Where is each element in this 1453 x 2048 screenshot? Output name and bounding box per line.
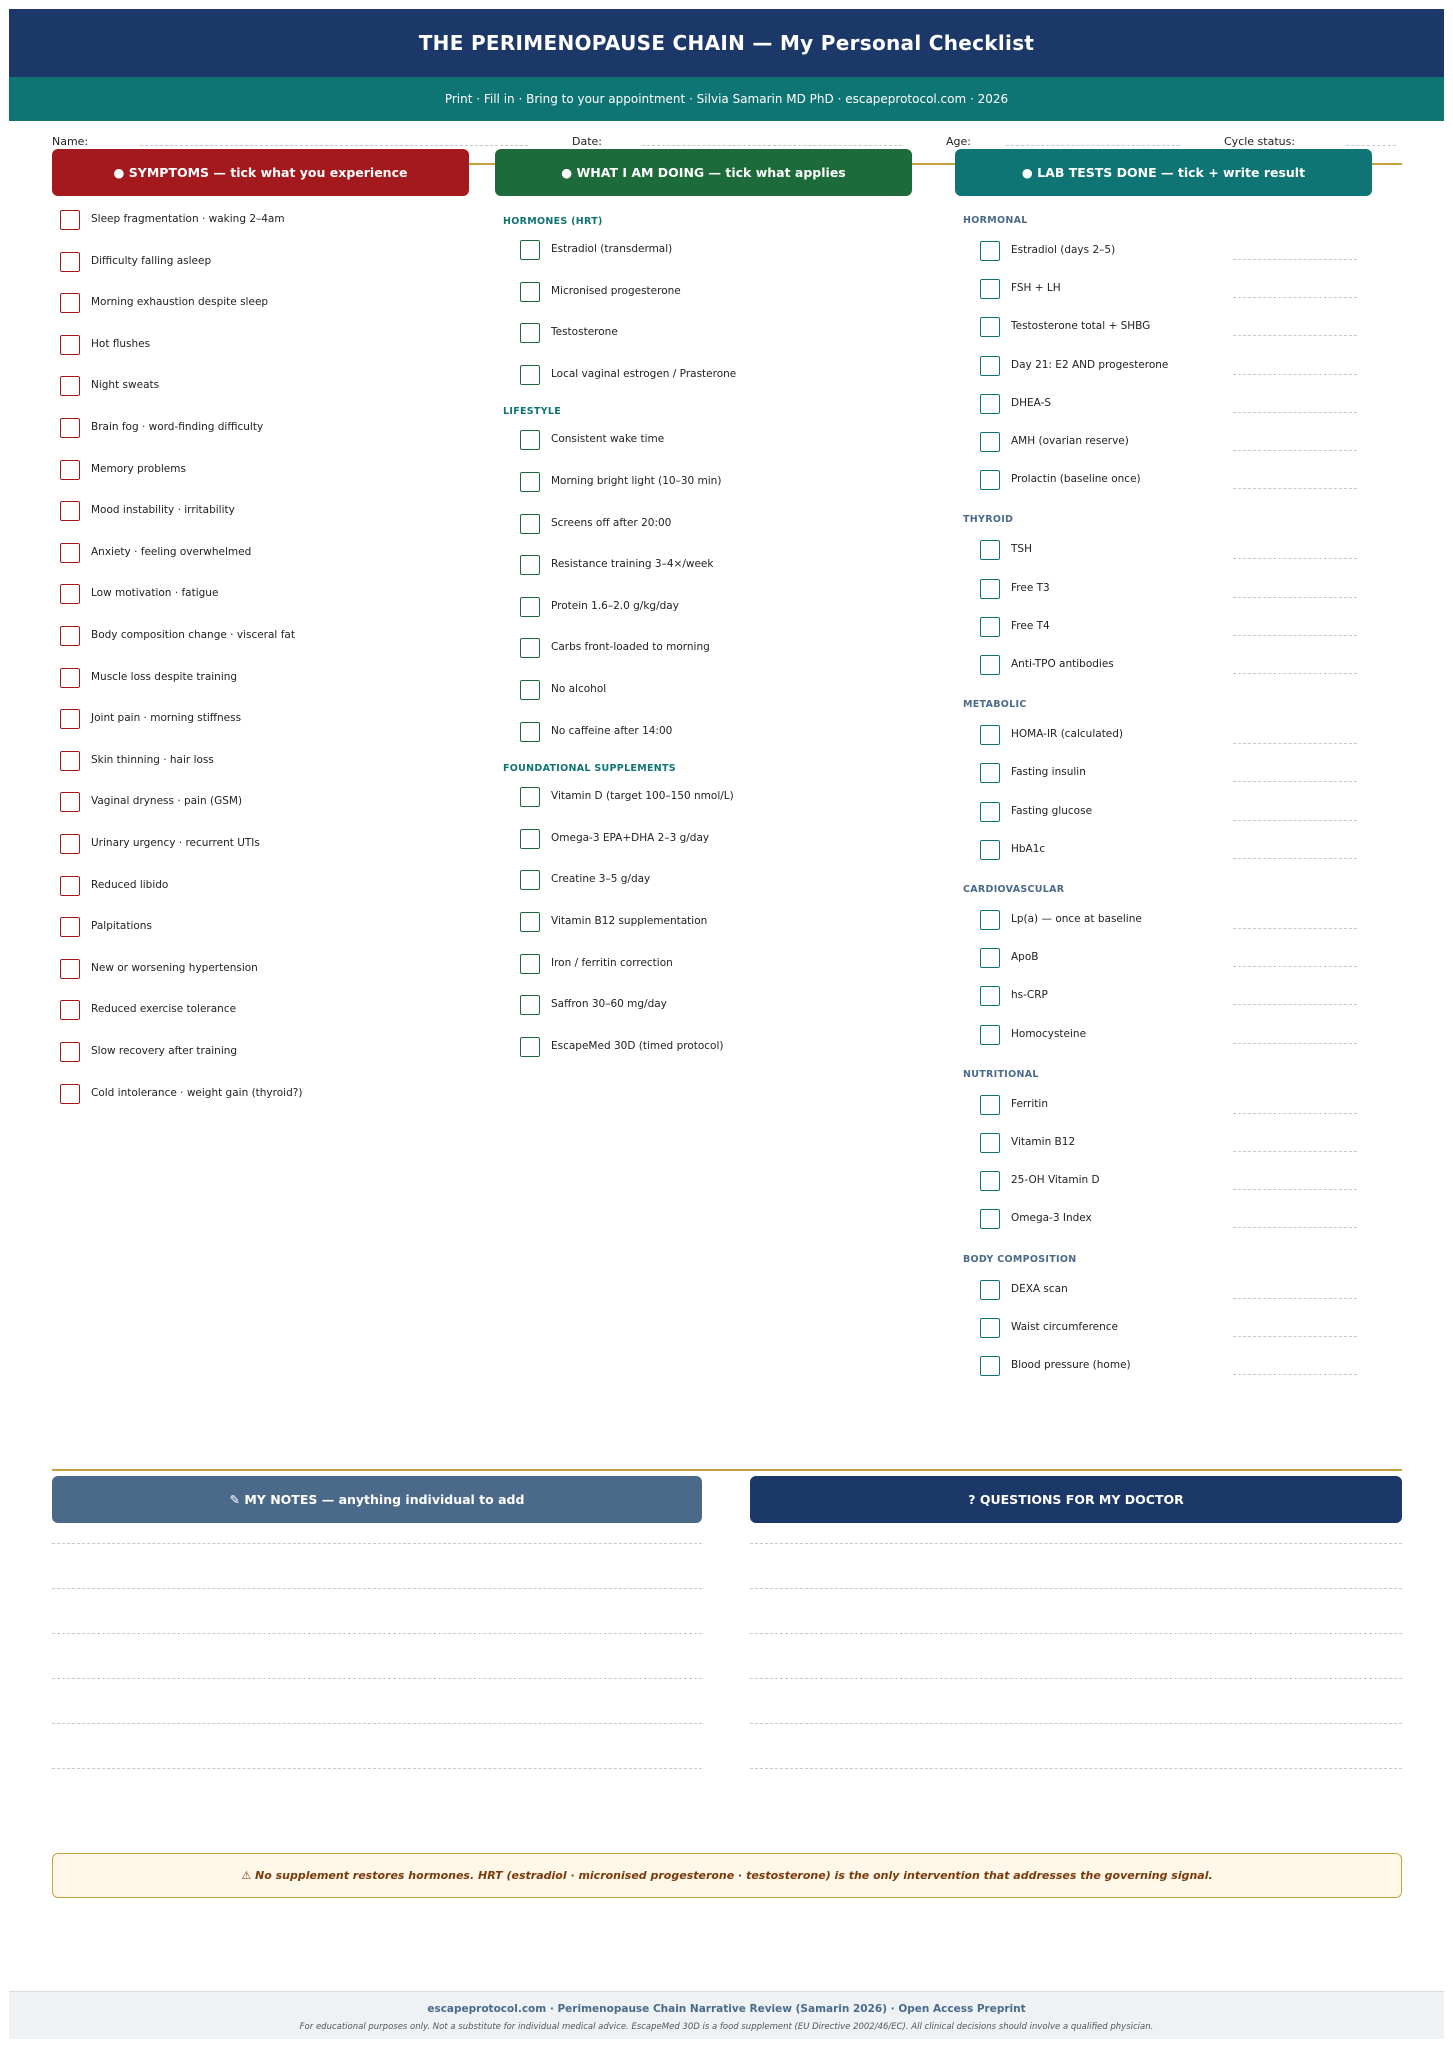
page-title: THE PERIMENOPAUSE CHAIN — My Personal Checklist: [9, 9, 1444, 77]
divider: [52, 1469, 1402, 1471]
lab-result-field[interactable]: [1233, 450, 1357, 451]
lab-label: Ferritin: [1011, 1097, 1048, 1110]
lab-result-field[interactable]: [1233, 412, 1357, 413]
symptom-checkbox[interactable]: [60, 418, 80, 438]
cycle-status-label: Cycle status:: [1224, 135, 1296, 148]
doing-label: Consistent wake time: [551, 433, 665, 446]
questions-line[interactable]: [750, 1633, 1402, 1634]
lab-checkbox[interactable]: [980, 802, 1000, 822]
symptom-label: New or worsening hypertension: [91, 961, 258, 974]
doing-checkbox[interactable]: [520, 1037, 540, 1057]
notes-line[interactable]: [52, 1543, 702, 1544]
doing-checkbox[interactable]: [520, 954, 540, 974]
symptom-checkbox[interactable]: [60, 709, 80, 729]
lab-label: TSH: [1011, 543, 1032, 556]
lab-label: AMH (ovarian reserve): [1011, 435, 1129, 447]
footer-citation: escapeprotocol.com · Perimenopause Chain Narrative Review (Samarin 2026) · Open Access Preprint: [427, 2003, 1026, 2015]
lab-checkbox[interactable]: [980, 356, 1000, 376]
lab-checkbox[interactable]: [980, 910, 1000, 930]
doing-label: Creatine 3–5 g/day: [551, 873, 651, 886]
lab-checkbox[interactable]: [980, 1356, 1000, 1376]
doing-label: Estradiol (transdermal): [551, 243, 673, 255]
cycle-status-field[interactable]: [1346, 145, 1396, 146]
lab-result-field[interactable]: [1233, 1374, 1357, 1375]
notes-line[interactable]: [52, 1633, 702, 1634]
lab-result-field[interactable]: [1233, 1004, 1357, 1005]
lab-checkbox[interactable]: [980, 986, 1000, 1006]
doing-label: Iron / ferritin correction: [551, 956, 673, 969]
symptom-checkbox[interactable]: [60, 1084, 80, 1104]
lab-section-label: HORMONAL: [963, 215, 1028, 226]
doing-label: Morning bright light (10–30 min): [551, 475, 722, 487]
lab-checkbox[interactable]: [980, 470, 1000, 490]
questions-line[interactable]: [750, 1678, 1402, 1679]
doing-checkbox[interactable]: [520, 912, 540, 932]
lab-result-field[interactable]: [1233, 820, 1357, 821]
labs-heading: ● LAB TESTS DONE — tick + write result: [955, 149, 1372, 196]
symptom-label: Reduced exercise tolerance: [91, 1003, 237, 1016]
lab-checkbox[interactable]: [980, 1209, 1000, 1229]
age-field[interactable]: [1006, 145, 1180, 146]
symptom-checkbox[interactable]: [60, 668, 80, 688]
lab-result-field[interactable]: [1233, 673, 1357, 674]
questions-line[interactable]: [750, 1588, 1402, 1589]
symptom-checkbox[interactable]: [60, 917, 80, 937]
symptom-label: Brain fog · word-finding difficulty: [91, 421, 264, 433]
lab-label: Free T3: [1011, 581, 1050, 594]
symptom-checkbox[interactable]: [60, 460, 80, 480]
doing-checkbox[interactable]: [520, 282, 540, 302]
age-label: Age:: [946, 135, 971, 148]
lab-label: Waist circumference: [1011, 1320, 1119, 1333]
lab-label: Omega-3 Index: [1011, 1212, 1092, 1225]
doing-label: No caffeine after 14:00: [551, 724, 673, 737]
lab-checkbox[interactable]: [980, 432, 1000, 452]
lab-label: Fasting glucose: [1011, 804, 1093, 817]
doing-checkbox[interactable]: [520, 722, 540, 742]
doing-label: Carbs front-loaded to morning: [551, 641, 710, 654]
symptom-label: Palpitations: [91, 920, 152, 933]
doing-checkbox[interactable]: [520, 597, 540, 617]
questions-heading: ? QUESTIONS FOR MY DOCTOR: [750, 1476, 1402, 1523]
lab-result-field[interactable]: [1233, 1043, 1357, 1044]
lab-checkbox[interactable]: [980, 1318, 1000, 1338]
lab-result-field[interactable]: [1233, 1113, 1357, 1114]
lab-checkbox[interactable]: [980, 617, 1000, 637]
doing-checkbox[interactable]: [520, 680, 540, 700]
lab-result-field[interactable]: [1233, 597, 1357, 598]
lab-section-label: NUTRITIONAL: [963, 1068, 1039, 1080]
date-field[interactable]: [642, 145, 902, 146]
doing-checkbox[interactable]: [520, 638, 540, 658]
name-label: Name:: [52, 135, 89, 148]
lab-label: Vitamin B12: [1011, 1136, 1076, 1148]
lab-checkbox[interactable]: [980, 840, 1000, 860]
symptom-checkbox[interactable]: [60, 626, 80, 646]
lab-checkbox[interactable]: [980, 279, 1000, 299]
symptom-checkbox[interactable]: [60, 959, 80, 979]
doing-label: Vitamin D (target 100–150 nmol/L): [551, 790, 734, 803]
doing-label: Vitamin B12 supplementation: [551, 915, 708, 927]
questions-line[interactable]: [750, 1723, 1402, 1724]
doing-heading: ● WHAT I AM DOING — tick what applies: [495, 149, 912, 196]
symptom-checkbox[interactable]: [60, 792, 80, 812]
lab-checkbox[interactable]: [980, 540, 1000, 560]
doing-label: Omega-3 EPA+DHA 2–3 g/day: [551, 831, 710, 844]
lab-checkbox[interactable]: [980, 1025, 1000, 1045]
symptom-checkbox[interactable]: [60, 876, 80, 896]
lab-label: FSH + LH: [1011, 282, 1061, 295]
symptom-label: Vaginal dryness · pain (GSM): [91, 795, 243, 808]
lab-label: Anti-TPO antibodies: [1011, 658, 1114, 670]
symptom-label: Low motivation · fatigue: [91, 587, 219, 600]
doing-checkbox[interactable]: [520, 365, 540, 385]
lab-checkbox[interactable]: [980, 241, 1000, 261]
symptoms-heading: ● SYMPTOMS — tick what you experience: [52, 149, 469, 196]
lab-label: HbA1c: [1011, 842, 1046, 855]
symptom-label: Anxiety · feeling overwhelmed: [91, 545, 252, 558]
lab-result-field[interactable]: [1233, 374, 1357, 375]
lab-section-label: BODY COMPOSITION: [963, 1253, 1077, 1265]
lab-label: Lp(a) — once at baseline: [1011, 913, 1142, 925]
lab-result-field[interactable]: [1233, 966, 1357, 967]
doing-checkbox[interactable]: [520, 829, 540, 849]
doing-label: Screens off after 20:00: [551, 516, 672, 529]
symptom-label: Memory problems: [91, 462, 186, 475]
notes-line[interactable]: [52, 1768, 702, 1769]
lab-result-field[interactable]: [1233, 1227, 1357, 1228]
lab-label: Prolactin (baseline once): [1011, 473, 1141, 486]
lab-label: Homocysteine: [1011, 1027, 1087, 1040]
lab-result-field[interactable]: [1233, 297, 1357, 298]
symptom-label: Difficulty falling asleep: [91, 254, 212, 267]
symptom-label: Body composition change · visceral fat: [91, 629, 295, 641]
symptom-label: Slow recovery after training: [91, 1045, 238, 1057]
lab-checkbox[interactable]: [980, 317, 1000, 337]
doing-label: Protein 1.6–2.0 g/kg/day: [551, 599, 679, 612]
doing-checkbox[interactable]: [520, 995, 540, 1015]
symptom-checkbox[interactable]: [60, 543, 80, 563]
lab-label: HOMA-IR (calculated): [1011, 728, 1124, 741]
symptom-checkbox[interactable]: [60, 252, 80, 272]
page-subtitle: Print · Fill in · Bring to your appointment · Silvia Samarin MD PhD · escapeprotocol.com · 2026: [9, 77, 1444, 121]
symptom-checkbox[interactable]: [60, 293, 80, 313]
lab-result-field[interactable]: [1233, 488, 1357, 489]
doing-checkbox[interactable]: [520, 430, 540, 450]
lab-checkbox[interactable]: [980, 763, 1000, 783]
doing-checkbox[interactable]: [520, 472, 540, 492]
lab-result-field[interactable]: [1233, 858, 1357, 859]
symptom-checkbox[interactable]: [60, 834, 80, 854]
questions-line[interactable]: [750, 1768, 1402, 1769]
lab-label: Free T4: [1011, 619, 1050, 632]
symptom-label: Sleep fragmentation · waking 2–4am: [91, 213, 285, 225]
lab-checkbox[interactable]: [980, 1133, 1000, 1153]
symptom-checkbox[interactable]: [60, 751, 80, 771]
name-field[interactable]: [140, 145, 528, 146]
doing-checkbox[interactable]: [520, 870, 540, 890]
doing-checkbox[interactable]: [520, 323, 540, 343]
lab-label: DEXA scan: [1011, 1282, 1068, 1295]
symptom-checkbox[interactable]: [60, 1000, 80, 1020]
symptom-label: Joint pain · morning stiffness: [91, 712, 242, 725]
lab-label: hs-CRP: [1011, 989, 1048, 1002]
doing-label: Saffron 30–60 mg/day: [551, 998, 667, 1011]
lab-checkbox[interactable]: [980, 1171, 1000, 1191]
lab-checkbox[interactable]: [980, 1280, 1000, 1300]
doing-checkbox[interactable]: [520, 555, 540, 575]
lab-checkbox[interactable]: [980, 1095, 1000, 1115]
lab-label: Blood pressure (home): [1011, 1359, 1131, 1371]
lab-result-field[interactable]: [1233, 1151, 1357, 1152]
notes-line[interactable]: [52, 1678, 702, 1679]
symptom-label: Hot flushes: [91, 337, 151, 350]
doing-label: Testosterone: [551, 326, 618, 339]
symptom-label: Urinary urgency · recurrent UTIs: [91, 837, 260, 849]
date-label: Date:: [572, 135, 602, 148]
footer: [9, 1991, 1444, 2039]
lab-result-field[interactable]: [1233, 1298, 1357, 1299]
doing-label: EscapeMed 30D (timed protocol): [551, 1039, 724, 1052]
lab-result-field[interactable]: [1233, 1336, 1357, 1337]
lab-label: ApoB: [1011, 951, 1039, 964]
lab-result-field[interactable]: [1233, 928, 1357, 929]
symptom-label: Muscle loss despite training: [91, 670, 238, 683]
symptom-label: Mood instability · irritability: [91, 504, 235, 517]
symptom-checkbox[interactable]: [60, 376, 80, 396]
lab-checkbox[interactable]: [980, 655, 1000, 675]
doing-section-label: LIFESTYLE: [503, 406, 562, 418]
lab-label: Day 21: E2 AND progesterone: [1011, 358, 1169, 371]
lab-label: Fasting insulin: [1011, 766, 1086, 779]
lab-checkbox[interactable]: [980, 725, 1000, 745]
lab-checkbox[interactable]: [980, 948, 1000, 968]
lab-result-field[interactable]: [1233, 635, 1357, 636]
questions-line[interactable]: [750, 1543, 1402, 1544]
symptom-label: Reduced libido: [91, 878, 169, 891]
doing-label: Micronised progesterone: [551, 284, 681, 297]
symptom-checkbox[interactable]: [60, 335, 80, 355]
lab-checkbox[interactable]: [980, 579, 1000, 599]
footer-disclaimer: For educational purposes only. Not a substitute for individual medical advice. EscapeMed 30D is a food supplement (EU Directive 2002/46/EC). All clinical decisions should involve a qualified physician.: [299, 2022, 1154, 2032]
symptom-checkbox[interactable]: [60, 210, 80, 230]
doing-section-label: FOUNDATIONAL SUPPLEMENTS: [503, 763, 676, 775]
symptom-checkbox[interactable]: [60, 1042, 80, 1062]
doing-label: Local vaginal estrogen / Prasterone: [551, 367, 737, 380]
symptom-label: Skin thinning · hair loss: [91, 753, 214, 766]
symptom-label: Night sweats: [91, 379, 160, 392]
doing-checkbox[interactable]: [520, 240, 540, 260]
lab-result-field[interactable]: [1233, 743, 1357, 744]
lab-label: Estradiol (days 2–5): [1011, 244, 1116, 256]
notes-heading: ✎ MY NOTES — anything individual to add: [52, 1476, 702, 1523]
lab-result-field[interactable]: [1233, 781, 1357, 782]
doing-checkbox[interactable]: [520, 787, 540, 807]
doing-section-label: HORMONES (HRT): [503, 216, 603, 227]
lab-result-field[interactable]: [1233, 558, 1357, 559]
lab-label: 25-OH Vitamin D: [1011, 1174, 1100, 1187]
symptom-checkbox[interactable]: [60, 584, 80, 604]
symptom-label: Morning exhaustion despite sleep: [91, 296, 269, 309]
lab-section-label: THYROID: [963, 514, 1014, 526]
symptom-label: Cold intolerance · weight gain (thyroid?): [91, 1086, 303, 1099]
lab-result-field[interactable]: [1233, 335, 1357, 336]
lab-label: Testosterone total + SHBG: [1011, 320, 1151, 333]
lab-label: DHEA-S: [1011, 396, 1052, 409]
lab-result-field[interactable]: [1233, 259, 1357, 260]
lab-checkbox[interactable]: [980, 394, 1000, 414]
notes-line[interactable]: [52, 1723, 702, 1724]
doing-label: No alcohol: [551, 683, 607, 695]
lab-section-label: CARDIOVASCULAR: [963, 884, 1065, 895]
symptom-checkbox[interactable]: [60, 501, 80, 521]
lab-result-field[interactable]: [1233, 1189, 1357, 1190]
lab-section-label: METABOLIC: [963, 699, 1027, 711]
hrt-warning: ⚠ No supplement restores hormones. HRT (estradiol · micronised progesterone · testosterone) is the only intervention that addresses the governing signal.: [52, 1853, 1402, 1898]
doing-checkbox[interactable]: [520, 514, 540, 534]
doing-label: Resistance training 3–4×/week: [551, 558, 714, 571]
notes-line[interactable]: [52, 1588, 702, 1589]
